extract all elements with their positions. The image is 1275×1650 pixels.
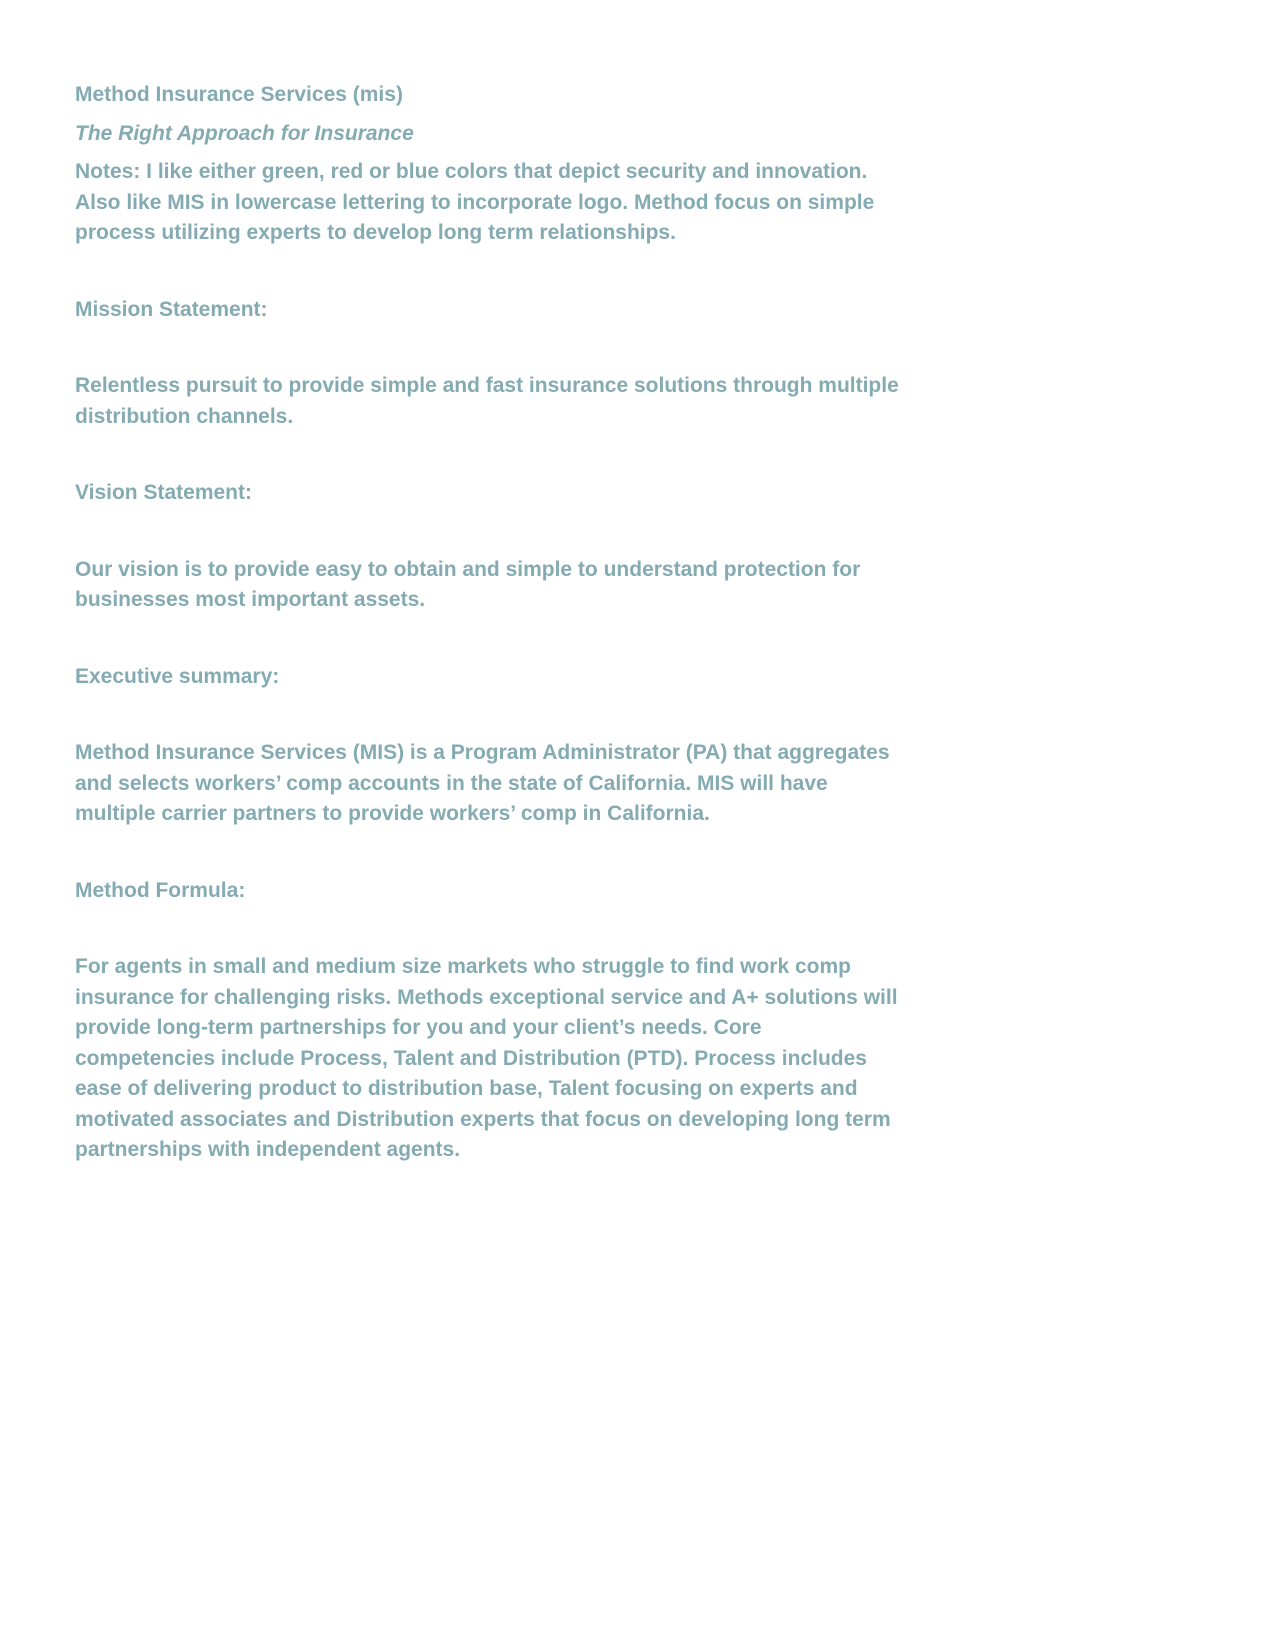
document-title: Method Insurance Services (mis)	[75, 83, 403, 106]
method-formula-paragraph	[75, 952, 955, 1166]
vision-line: businesses most important assets.	[75, 588, 426, 611]
method-formula-line: provide long-term partnerships for you and your client’s needs. Core	[75, 1016, 762, 1039]
method-formula-line: partnerships with independent agents.	[75, 1138, 461, 1161]
notes-paragraph	[75, 157, 955, 249]
method-formula-line: ease of delivering product to distribution base, Talent focusing on experts and	[75, 1077, 858, 1100]
mission-paragraph	[75, 371, 955, 432]
method-formula-heading: Method Formula:	[75, 878, 246, 902]
executive-summary-line: multiple carrier partners to provide workers’ comp in California.	[75, 802, 710, 825]
method-formula-line: insurance for challenging risks. Methods exceptional service and A+ solutions will	[75, 985, 898, 1009]
notes-line: Also like MIS in lowercase lettering to incorporate logo. Method focus on simple	[75, 190, 875, 214]
vision-paragraph	[75, 555, 955, 616]
vision-heading: Vision Statement:	[75, 481, 252, 504]
notes-line: Notes: I like either green, red or blue colors that depict security and innovation.	[75, 160, 868, 183]
mission-heading: Mission Statement:	[75, 297, 268, 321]
method-formula-line: motivated associates and Distribution experts that focus on developing long term	[75, 1107, 891, 1131]
vision-line: Our vision is to provide easy to obtain and simple to understand protection for	[75, 557, 861, 581]
executive-summary-line: Method Insurance Services (MIS) is a Program Administrator (PA) that aggregates	[75, 741, 890, 764]
method-formula-line: competencies include Process, Talent and Distribution (PTD). Process includes	[75, 1046, 867, 1070]
mission-line: Relentless pursuit to provide simple and fast insurance solutions through multiple	[75, 374, 899, 397]
executive-summary-heading: Executive summary:	[75, 664, 280, 688]
document-tagline: The Right Approach for Insurance	[75, 121, 414, 145]
executive-summary-line: and selects workers’ comp accounts in the state of California. MIS will have	[75, 771, 828, 795]
method-formula-line: For agents in small and medium size markets who struggle to find work comp	[75, 955, 851, 978]
notes-line: process utilizing experts to develop long term relationships.	[75, 221, 676, 244]
mission-line: distribution channels.	[75, 404, 294, 428]
executive-summary-paragraph	[75, 738, 955, 830]
document-page	[75, 80, 955, 1166]
